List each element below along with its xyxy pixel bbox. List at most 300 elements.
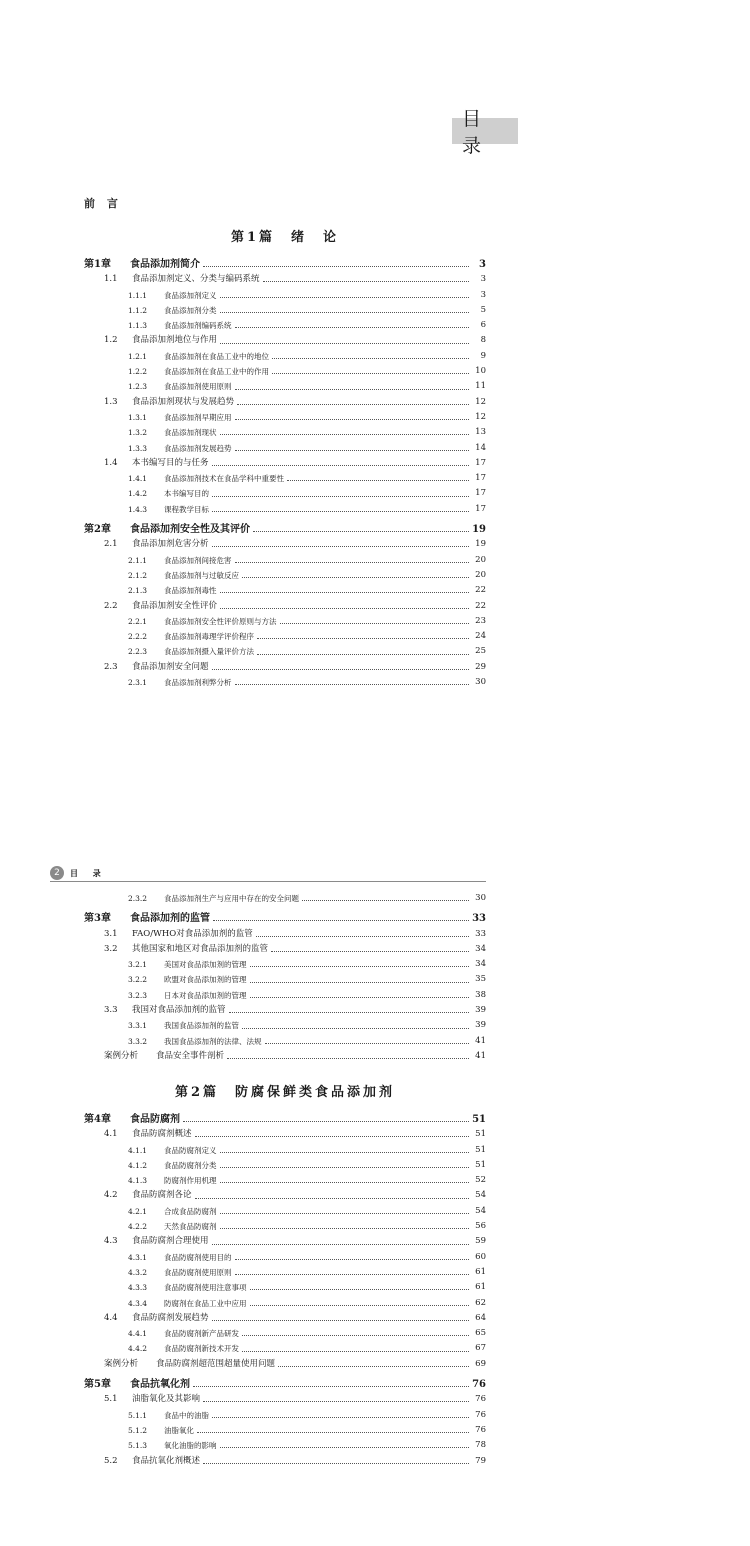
toc-entry-number: 1.1.2	[128, 305, 148, 315]
dot-leader	[195, 1198, 469, 1199]
toc-entry-number: 4.4	[104, 1312, 118, 1323]
toc-entry-number: 1.3	[104, 396, 118, 407]
toc-entry-number: 3.3.2	[128, 1036, 148, 1046]
toc-entry-number: 第5章	[84, 1379, 111, 1391]
toc-entry-page: 51	[475, 1159, 486, 1170]
dot-leader	[220, 1447, 470, 1448]
toc-entry-number: 2.2.2	[128, 632, 148, 642]
toc-entry-page: 65	[475, 1328, 486, 1339]
toc-entry-title: 食品防腐剂各论	[132, 1190, 192, 1201]
toc-entry-title: 食品防腐剂合理使用	[132, 1236, 209, 1247]
dot-leader	[235, 389, 470, 390]
dot-leader	[235, 327, 470, 328]
dot-leader	[265, 1043, 470, 1044]
toc-entry-page: 39	[475, 1020, 486, 1031]
toc-entry	[84, 1003, 486, 1018]
toc-entry-page: 38	[475, 989, 486, 1000]
toc-entry-number: 4.1.1	[128, 1145, 148, 1155]
toc-entry	[84, 318, 486, 333]
toc-entry	[84, 1438, 486, 1453]
toc-entry-title: 食品添加剂间接危害	[164, 555, 232, 565]
running-header-text: 目 录	[70, 867, 107, 878]
dot-leader	[242, 1351, 469, 1352]
toc-entry-number: 2.1.2	[128, 570, 148, 580]
toc-entry-number: 1.3.1	[128, 412, 148, 422]
toc-entry-number: 1.4.1	[128, 474, 148, 484]
toc-entry-number: 4.2.2	[128, 1222, 148, 1232]
dot-leader	[220, 1167, 470, 1168]
toc-entry-title: 食品添加剂危害分析	[132, 539, 209, 550]
toc-entry-page: 17	[475, 503, 486, 514]
toc-entry-page: 14	[475, 442, 486, 453]
toc-entry-title: 食品添加剂使用原则	[164, 382, 232, 392]
toc-entry-page: 19	[472, 524, 486, 536]
toc-entry-number: 5.2	[104, 1455, 118, 1466]
dot-leader	[272, 373, 469, 374]
dot-leader	[250, 997, 470, 998]
toc-entry-page: 17	[475, 457, 486, 468]
toc-entry-number: 1.4	[104, 457, 118, 468]
dot-leader	[235, 1259, 470, 1260]
toc-entry	[84, 675, 486, 690]
dot-leader	[229, 1012, 469, 1013]
toc-entry-page: 20	[475, 554, 486, 565]
dot-leader	[212, 1244, 469, 1245]
toc-entry	[84, 911, 486, 926]
dot-leader	[235, 684, 470, 685]
toc-entry-title: 食品中的油脂	[164, 1410, 209, 1420]
dot-leader	[220, 343, 469, 344]
toc-entry-number: 1.1.3	[128, 321, 148, 331]
toc-entry	[84, 1377, 486, 1392]
toc-entry-title: 防腐剂作用机理	[164, 1176, 217, 1186]
toc-entry-title: 食品抗氧化剂	[130, 1379, 190, 1391]
toc-entry	[84, 349, 486, 364]
toc-entry-page: 22	[475, 585, 486, 596]
toc-entry-title: 防腐剂在食品工业中应用	[164, 1298, 247, 1308]
toc-entry-page: 51	[475, 1129, 486, 1140]
toc-entry-number: 5.1	[104, 1394, 118, 1405]
toc-entry-number: 1.2	[104, 335, 118, 346]
dot-leader	[250, 1289, 470, 1290]
toc-entry	[84, 379, 486, 394]
toc-entry	[84, 1049, 486, 1064]
toc-entry	[84, 537, 486, 552]
toc-entry-number: 2.1.1	[128, 555, 148, 565]
toc-entry-number: 2.2.1	[128, 616, 148, 626]
toc-entry-title: 我国对食品添加剂的监管	[132, 1005, 226, 1016]
toc-entry-page: 59	[475, 1236, 486, 1247]
toc-entry-page: 67	[475, 1343, 486, 1354]
toc-entry	[84, 1423, 486, 1438]
toc-entry-page: 60	[475, 1251, 486, 1262]
dot-leader	[278, 1366, 469, 1367]
dot-leader	[280, 623, 470, 624]
toc-entry-number: 4.4.1	[128, 1329, 148, 1339]
dot-leader	[220, 592, 470, 593]
dot-leader	[220, 434, 470, 435]
toc-entry-title: 合成食品防腐剂	[164, 1206, 217, 1216]
dot-leader	[203, 1401, 469, 1402]
toc-entry	[84, 1357, 486, 1372]
toc-entry-title: 油脂氧化及其影响	[132, 1394, 201, 1405]
part-2-title: 第2篇 防腐保鲜类食品添加剂	[174, 1085, 396, 1100]
toc-entry-number: 3.3	[104, 1005, 118, 1016]
dot-leader	[220, 1228, 470, 1229]
dot-leader	[220, 297, 470, 298]
toc-entry	[84, 1204, 486, 1219]
toc-entry	[84, 1112, 486, 1127]
toc-entry-page: 41	[475, 1050, 486, 1061]
dot-leader	[203, 1463, 469, 1464]
toc-entry-title: 食品添加剂生产与应用中存在的安全问题	[164, 894, 299, 903]
dot-leader	[212, 546, 469, 547]
toc-entry-title: 食品添加剂与过敏反应	[164, 570, 239, 580]
toc-entry-page: 29	[475, 661, 486, 672]
toc-entry-number: 第2章	[84, 524, 111, 536]
dot-leader	[242, 1335, 469, 1336]
toc-entry	[84, 568, 486, 583]
dot-leader	[213, 920, 469, 921]
toc-entry-number: 4.3.2	[128, 1267, 148, 1277]
dot-leader	[203, 266, 469, 267]
toc-entry-page: 23	[475, 615, 486, 626]
dot-leader	[263, 281, 469, 282]
toc-entry-title: 食品添加剂定义、分类与编码系统	[132, 274, 260, 285]
toc-entry	[84, 1250, 486, 1265]
toc-entry-number: 2.2.3	[128, 647, 148, 657]
toc-entry-number: 2.3	[104, 661, 118, 672]
toc-entry-number: 2.2	[104, 600, 118, 611]
toc-entry-page: 76	[472, 1379, 486, 1391]
dot-leader	[271, 951, 469, 952]
toc-entry-page: 76	[475, 1394, 486, 1405]
toc-entry-page: 10	[475, 366, 486, 377]
dot-leader	[235, 562, 470, 563]
toc-entry-number: 第4章	[84, 1114, 111, 1125]
toc-entry	[84, 1188, 486, 1203]
toc-entry-title: 食品防腐剂分类	[164, 1160, 217, 1170]
toc-entry-title: 氧化油脂的影响	[164, 1441, 217, 1451]
toc-entry-page: 3	[480, 274, 486, 285]
dot-leader	[220, 1182, 470, 1183]
toc-entry	[84, 1408, 486, 1423]
toc-entry-page: 76	[475, 1409, 486, 1420]
toc-entry-number: 3.1	[104, 928, 118, 939]
toc-entry-number: 第1章	[84, 259, 111, 270]
dot-leader	[212, 496, 469, 497]
toc-entry-title: 美国对食品添加剂的管理	[164, 960, 247, 970]
toc-entry-number: 1.3.3	[128, 443, 148, 453]
toc-entry	[84, 486, 486, 501]
toc-entry-title: 食品添加剂毒性	[164, 586, 217, 596]
toc-entry-page: 56	[475, 1221, 486, 1232]
toc-list-page-1	[84, 257, 486, 690]
toc-entry	[84, 891, 486, 906]
toc-list-page-2a	[84, 891, 486, 1064]
dot-leader	[242, 577, 469, 578]
toc-entry-page: 3	[479, 259, 486, 270]
dot-leader	[256, 936, 469, 937]
toc-entry-title: 食品添加剂毒理学评价程序	[164, 632, 254, 642]
toc-entry	[84, 288, 486, 303]
toc-entry-page: 64	[475, 1312, 486, 1323]
toc-entry-number: 4.1.3	[128, 1176, 148, 1186]
toc-entry	[84, 1034, 486, 1049]
toc-entry-title: 食品添加剂技术在食品学科中重要性	[164, 474, 284, 484]
toc-entry-title: 食品添加剂摄入量评价方法	[164, 647, 254, 657]
toc-entry	[84, 957, 486, 972]
toc-entry-title: 食品防腐剂	[130, 1114, 180, 1125]
toc-entry-title: 课程教学目标	[164, 504, 209, 514]
toc-entry	[84, 441, 486, 456]
toc-entry-title: 食品防腐剂概述	[132, 1129, 192, 1140]
toc-entry	[84, 1280, 486, 1295]
toc-entry-number: 4.3.4	[128, 1298, 148, 1308]
toc-entry-number: 4.3.1	[128, 1252, 148, 1262]
toc-entry	[84, 456, 486, 471]
toc-entry-page: 9	[480, 350, 486, 361]
toc-entry-number: 5.1.2	[128, 1425, 148, 1435]
toc-entry-number: 1.1.1	[128, 290, 148, 300]
toc-entry-number: 1.1	[104, 274, 118, 285]
dot-leader	[237, 404, 469, 405]
toc-title: 目 录	[452, 118, 518, 144]
toc-entry	[84, 972, 486, 987]
toc-entry-title: 食品添加剂利弊分析	[164, 678, 232, 688]
toc-entry-title: 天然食品防腐剂	[164, 1222, 217, 1232]
toc-entry-title: 食品添加剂现状与发展趋势	[132, 396, 235, 407]
toc-entry-number: 2.1	[104, 539, 118, 550]
toc-entry-title: 食品添加剂简介	[130, 259, 200, 270]
toc-entry	[84, 471, 486, 486]
dot-leader	[183, 1121, 469, 1122]
toc-entry-number: 4.2	[104, 1190, 118, 1201]
toc-entry-page: 52	[475, 1175, 486, 1186]
toc-entry-page: 20	[475, 569, 486, 580]
toc-entry	[84, 614, 486, 629]
toc-entry	[84, 988, 486, 1003]
toc-entry-title: 油脂氧化	[164, 1425, 194, 1435]
dot-leader	[272, 358, 469, 359]
toc-entry-title: 食品防腐剂新产品研发	[164, 1329, 239, 1339]
toc-entry-page: 17	[475, 473, 486, 484]
toc-entry-title: 日本对食品添加剂的管理	[164, 990, 247, 1000]
toc-entry-number: 2.3.2	[128, 894, 148, 903]
toc-entry-title: 本书编写目的	[164, 489, 209, 499]
toc-entry-title: 食品防腐剂使用注意事项	[164, 1283, 247, 1293]
page-number-badge: 2	[50, 866, 64, 880]
toc-entry-title: 食品添加剂安全性评价原则与方法	[164, 616, 277, 626]
toc-entry	[84, 1173, 486, 1188]
toc-entry-title: 食品安全事件剖析	[156, 1050, 225, 1061]
dot-leader	[242, 1028, 469, 1029]
toc-entry-page: 33	[472, 913, 486, 925]
toc-entry	[84, 599, 486, 614]
toc-entry	[84, 1127, 486, 1142]
toc-entry-number: 案例分析	[104, 1050, 139, 1061]
toc-entry-title: 食品防腐剂超范围超量使用问题	[156, 1358, 276, 1369]
toc-entry-title: 食品添加剂安全性及其评价	[130, 524, 250, 536]
toc-entry-number: 4.4.2	[128, 1344, 148, 1354]
toc-entry-page: 5	[480, 304, 486, 315]
toc-list-page-2b	[84, 1112, 486, 1469]
dot-leader	[250, 982, 470, 983]
toc-entry-page: 78	[475, 1440, 486, 1451]
toc-entry	[84, 425, 486, 440]
toc-entry-number: 3.2	[104, 943, 118, 954]
toc-entry-page: 39	[475, 1005, 486, 1016]
toc-entry-number: 2.1.3	[128, 586, 148, 596]
toc-entry	[84, 1326, 486, 1341]
toc-entry-title: 食品添加剂编码系统	[164, 321, 232, 331]
toc-entry-title: 食品添加剂安全性评价	[132, 600, 218, 611]
toc-entry	[84, 553, 486, 568]
toc-entry-number: 4.1	[104, 1129, 118, 1140]
dot-leader	[227, 1058, 469, 1059]
toc-entry-page: 76	[475, 1424, 486, 1435]
toc-entry-page: 35	[475, 974, 486, 985]
toc-entry-number: 4.1.2	[128, 1160, 148, 1170]
toc-entry	[84, 660, 486, 675]
dot-leader	[212, 1320, 469, 1321]
toc-entry	[84, 1158, 486, 1173]
toc-entry-page: 12	[475, 396, 486, 407]
toc-entry-page: 3	[480, 289, 486, 300]
toc-entry	[84, 1234, 486, 1249]
toc-entry-title: 本书编写目的与任务	[132, 457, 209, 468]
dot-leader	[212, 669, 469, 670]
toc-entry-title: 食品添加剂定义	[164, 290, 217, 300]
toc-entry-title: 食品添加剂分类	[164, 305, 217, 315]
toc-entry-page: 41	[475, 1035, 486, 1046]
toc-entry-number: 1.2.3	[128, 382, 148, 392]
toc-entry	[84, 1392, 486, 1407]
toc-entry-title: 食品防腐剂发展趋势	[132, 1312, 209, 1323]
toc-entry-title: 食品防腐剂定义	[164, 1145, 217, 1155]
toc-entry-title: 食品添加剂地位与作用	[132, 335, 218, 346]
toc-entry	[84, 1143, 486, 1158]
toc-entry	[84, 303, 486, 318]
toc-entry-number: 5.1.3	[128, 1441, 148, 1451]
toc-entry-page: 12	[475, 411, 486, 422]
toc-entry-title: 其他国家和地区对食品添加剂的监管	[132, 943, 269, 954]
toc-entry	[84, 1311, 486, 1326]
toc-entry-title: 食品防腐剂使用原则	[164, 1267, 232, 1277]
dot-leader	[287, 480, 469, 481]
dot-leader	[302, 900, 469, 901]
dot-leader	[193, 1386, 469, 1387]
toc-entry-page: 51	[472, 1114, 486, 1125]
toc-entry-page: 62	[475, 1297, 486, 1308]
toc-entry-number: 4.3.3	[128, 1283, 148, 1293]
toc-entry	[84, 1018, 486, 1033]
toc-entry-number: 4.2.1	[128, 1206, 148, 1216]
toc-entry	[84, 272, 486, 287]
toc-entry-page: 11	[475, 381, 486, 392]
dot-leader	[220, 1213, 470, 1214]
dot-leader	[235, 1274, 470, 1275]
dot-leader	[195, 1136, 469, 1137]
page-2-header	[50, 865, 486, 882]
toc-entry-title: 食品添加剂在食品工业中的作用	[164, 367, 269, 377]
toc-entry-page: 30	[475, 677, 486, 688]
toc-entry-title: 食品添加剂早期应用	[164, 412, 232, 422]
toc-entry-page: 25	[475, 646, 486, 657]
dot-leader	[212, 511, 469, 512]
toc-entry	[84, 942, 486, 957]
toc-entry-title: 食品防腐剂新技术开发	[164, 1344, 239, 1354]
dot-leader	[220, 1152, 470, 1153]
toc-entry-number: 4.3	[104, 1236, 118, 1247]
toc-entry-title: 食品添加剂的监管	[130, 913, 210, 925]
toc-entry-page: 19	[475, 539, 486, 550]
toc-entry-title: FAO/WHO对食品添加剂的监管	[132, 928, 253, 939]
toc-entry	[84, 1219, 486, 1234]
toc-entry	[84, 1265, 486, 1280]
toc-entry-page: 17	[475, 488, 486, 499]
toc-entry	[84, 583, 486, 598]
dot-leader	[220, 312, 470, 313]
toc-entry-number: 1.3.2	[128, 428, 148, 438]
toc-entry	[84, 1454, 486, 1469]
toc-entry-page: 79	[475, 1455, 486, 1466]
toc-entry-number: 1.2.1	[128, 351, 148, 361]
toc-entry-page: 34	[475, 943, 486, 954]
toc-entry-title: 欧盟对食品添加剂的管理	[164, 975, 247, 985]
part-1-title: 第1篇 绪 论	[230, 230, 340, 245]
toc-entry-page: 13	[475, 427, 486, 438]
toc-entry	[84, 502, 486, 517]
toc-entry	[84, 410, 486, 425]
toc-entry	[84, 644, 486, 659]
dot-leader	[212, 1417, 469, 1418]
toc-entry-number: 2.3.1	[128, 678, 148, 688]
toc-entry-page: 6	[480, 320, 486, 331]
toc-entry-title: 食品添加剂发展趋势	[164, 443, 232, 453]
dot-leader	[212, 465, 469, 466]
toc-entry	[84, 364, 486, 379]
toc-entry	[84, 1341, 486, 1356]
toc-entry	[84, 629, 486, 644]
toc-entry-number: 案例分析	[104, 1358, 139, 1369]
toc-entry	[84, 927, 486, 942]
dot-leader	[235, 450, 470, 451]
dot-leader	[197, 1432, 469, 1433]
toc-entry-title: 食品添加剂现状	[164, 428, 217, 438]
toc-entry-title: 食品添加剂安全问题	[132, 661, 209, 672]
toc-entry-page: 8	[480, 335, 486, 346]
toc-entry-page: 33	[475, 928, 486, 939]
toc-entry-number: 1.4.2	[128, 489, 148, 499]
preface-entry: 前 言	[84, 197, 122, 210]
toc-entry-number: 5.1.1	[128, 1410, 148, 1420]
toc-entry	[84, 522, 486, 537]
dot-leader	[250, 1305, 470, 1306]
toc-entry-page: 22	[475, 600, 486, 611]
toc-entry-title: 食品添加剂在食品工业中的地位	[164, 351, 269, 361]
toc-entry-page: 69	[475, 1358, 486, 1369]
toc-entry-title: 我国食品添加剂的监管	[164, 1021, 239, 1031]
toc-entry-title: 我国食品添加剂的法律、法规	[164, 1036, 262, 1046]
toc-entry-number: 第3章	[84, 913, 111, 925]
toc-entry-page: 61	[475, 1282, 486, 1293]
toc-entry	[84, 395, 486, 410]
dot-leader	[235, 419, 470, 420]
toc-entry-page: 30	[475, 893, 486, 903]
toc-entry-number: 3.2.2	[128, 975, 148, 985]
toc-entry-title: 食品抗氧化剂概述	[132, 1455, 201, 1466]
